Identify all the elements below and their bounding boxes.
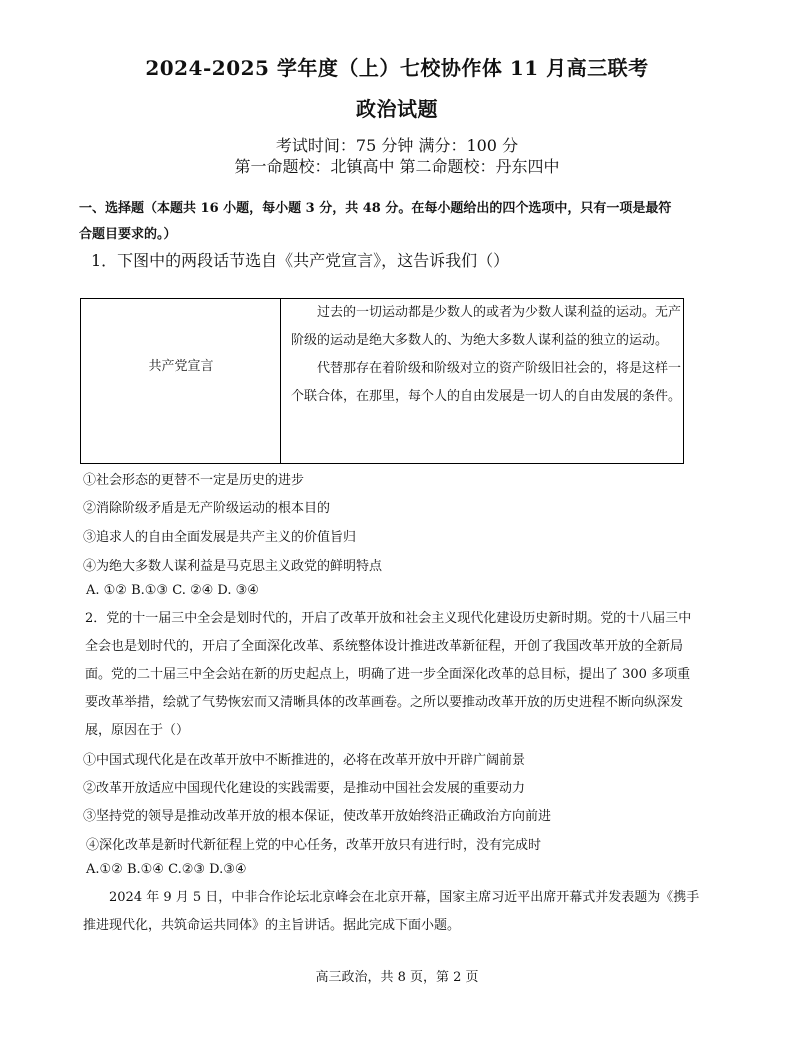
table-left-cell [81, 299, 281, 463]
q2-option-1: ①中国式现代化是在改革开放中不断推进的，必将在改革开放中开辟广阔前景 [83, 753, 526, 768]
material-intro: 2024 年 9 月 5 日，中非合作论坛北京峰会在北京开幕，国家主席习近平出席开幕式并发表题为《携手推进现代化，共筑命运共同体》的主旨讲话。据此完成下面小题。 [83, 890, 700, 933]
manifesto-table [80, 298, 684, 464]
manifesto-paragraph-1: 过去的一切运动都是少数人的或者为少数人谋利益的运动。无产阶级的运动是绝大多数人的、为绝大多数人谋利益的独立的运动。 [291, 305, 682, 348]
q1-option-1: ①社会形态的更替不一定是历史的进步 [83, 473, 305, 488]
exam-title: 2024-2025 学年度（上）七校协作体 11 月高三联考 [145, 56, 649, 80]
table-left-label: 共产党宣言 [148, 359, 214, 374]
question-2-stem: 2．党的十一届三中全会是划时代的，开启了改革开放和社会主义现代化建设历史新时期。党的十八届三中全会也是划时代的，开启了全面深化改革、系统整体设计推进改革新征程，开创了我国改革开放的全新局面。党的二十届三中全会站在新的历史起点上，明确了进一步全面深化改革的总目标，提出了 300 多项重要改革举措，绘就了气势恢宏而又清晰具体的改革画卷。之所以要推动改革开放的历史进程不断向纵深发展，原因在于（） [85, 611, 692, 738]
exam-info: 考试时间：75 分钟 满分：100 分 [275, 136, 519, 155]
question-1-stem: 1．下图中的两段话节选自《共产党宣言》，这告诉我们（） [91, 251, 510, 270]
q2-option-2: ②改革开放适应中国现代化建设的实践需要，是推动中国社会发展的重要动力 [83, 781, 526, 796]
subject-title: 政治试题 [356, 97, 438, 121]
q2-option-4: ④深化改革是新时代新征程上党的中心任务，改革开放只有进行时，没有完成时 [86, 838, 542, 853]
q1-choices: A. ①② B.①③ C. ②④ D. ③④ [86, 583, 259, 598]
proposing-schools: 第一命题校：北镇高中 第二命题校：丹东四中 [234, 157, 560, 176]
q1-option-4: ④为绝大多数人谋利益是马克思主义政党的鲜明特点 [83, 559, 383, 574]
section-heading-line2: 合题目要求的。） [79, 227, 177, 242]
page-footer: 高三政治，共 8 页，第 2 页 [315, 970, 479, 985]
q2-option-3: ③坚持党的领导是推动改革开放的根本保证，使改革开放始终沿正确政治方向前进 [83, 809, 552, 824]
section-heading-line1: 一、选择题（本题共 16 小题，每小题 3 分，共 48 分。在每小题给出的四个选项中，只有一项是最符 [79, 201, 672, 216]
q1-option-2: ②消除阶级矛盾是无产阶级运动的根本目的 [83, 501, 331, 516]
table-right-cell [291, 299, 681, 411]
q2-choices: A.①② B.①④ C.②③ D.③④ [86, 862, 247, 877]
manifesto-paragraph-2: 代替那存在着阶级和阶级对立的资产阶级旧社会的，将是这样一个联合体，在那里，每个人的自由发展是一切人的自由发展的条件。 [291, 361, 682, 404]
q1-option-3: ③追求人的自由全面发展是共产主义的价值旨归 [83, 530, 357, 545]
